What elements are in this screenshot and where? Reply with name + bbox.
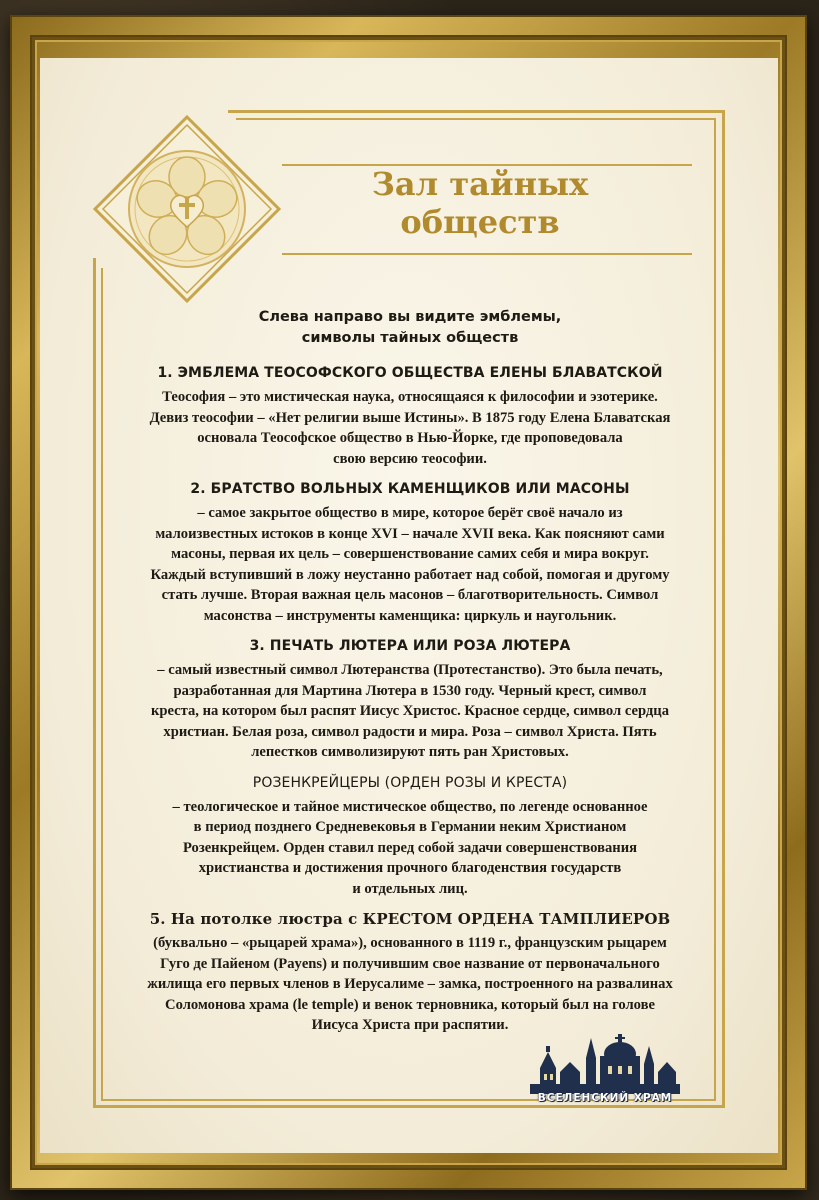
- border-top-outer: [228, 110, 725, 113]
- section-4-heading: РОЗЕНКРЕЙЦЕРЫ (ОРДЕН РОЗЫ И КРЕСТА): [252, 774, 568, 791]
- section-5-line: Иисуса Христа при распятии.: [311, 1017, 509, 1033]
- section-1-line: Теософия – это мистическая наука, относящаяся к философии и эзотерике.: [162, 389, 658, 405]
- section-2-line: масоны, первая их цель – совершенствование самих себя и мира вокруг.: [171, 546, 649, 562]
- border-right-outer: [722, 110, 725, 1108]
- section-1-line: основала Теософское общество в Нью-Йорке, где проповедовала: [197, 430, 623, 446]
- section-5-line: (буквально – «рыцарей храма»), основанного в 1119 г., французским рыцарем: [153, 935, 667, 951]
- section-4-line: Розенкрейцем. Орден ставил перед собой задачи совершенствования: [182, 839, 637, 856]
- section-2-line: – самое закрытое общество в мире, которое берёт своё начало из: [197, 505, 623, 521]
- section-3-heading: 3. ПЕЧАТЬ ЛЮТЕРА ИЛИ РОЗА ЛЮТЕРА: [249, 638, 571, 654]
- section-2-text: [110, 503, 710, 626]
- intro-line-1: Слева направо вы видите эмблемы,: [258, 309, 562, 325]
- page-title: [330, 165, 630, 241]
- section-5-line: жилища его первых членов в Иерусалиме – замка, построенного на развалинах: [147, 976, 673, 992]
- section-1-line: Девиз теософии – «Нет религии выше Истины». В 1875 году Елена Блаватская: [149, 409, 671, 426]
- section-2-heading: 2. БРАТСТВО ВОЛЬНЫХ КАМЕНЩИКОВ ИЛИ МАСОНЫ: [190, 481, 630, 497]
- border-left-inner: [101, 268, 103, 1101]
- section-4-line: в период позднего Средневековья в Германии неким Христианом: [193, 819, 627, 835]
- section-3-line: разработанная для Мартина Лютера в 1530 году. Черный крест, символ: [173, 682, 647, 699]
- section-5-heading: 5. На потолке люстра с КРЕСТОМ ОРДЕНА ТАМПЛИЕРОВ: [149, 910, 671, 928]
- border-left-outer: [93, 258, 96, 1108]
- logo-text: ВСЕЛЕНСКИЙ ХРАМ: [537, 1092, 673, 1104]
- luther-rose-icon: [93, 115, 281, 303]
- intro-text: [110, 307, 710, 349]
- section-3-line: лепестков символизируют пять ран Христовых.: [251, 744, 569, 760]
- temple-logo: [530, 1028, 680, 1108]
- section-2-line: малоизвестных истоков в конце XVI – начале XVII века. Как поясняют сами: [155, 525, 665, 542]
- temple-silhouette-icon: [530, 1028, 680, 1098]
- section-4-text: [110, 797, 710, 900]
- title-rule-bottom: [282, 253, 692, 255]
- section-3-line: креста, на котором был распят Иисус Христос. Красное сердце, символ сердца: [150, 703, 670, 719]
- section-5-line: Гуго де Пайеном (Payens) и получившим свое название от первоначального: [160, 955, 660, 972]
- section-3-line: христиан. Белая роза, символ радости и мира. Роза – символ Христа. Пять: [163, 723, 657, 740]
- section-3-text: [110, 660, 710, 763]
- section-1-heading: 1. ЭМБЛЕМА ТЕОСОФСКОГО ОБЩЕСТВА ЕЛЕНЫ БЛАВАТСКОЙ: [157, 365, 663, 381]
- section-5-line: Соломонова храма (le temple) и венок терновника, который был на голове: [165, 996, 655, 1013]
- section-3-line: – самый известный символ Лютеранства (Протестанство). Это была печать,: [157, 662, 663, 678]
- section-2-line: масонства – инструменты каменщика: циркуль и наугольник.: [203, 607, 617, 624]
- section-4-line: и отдельных лиц.: [352, 880, 468, 897]
- section-2-line: стать лучше. Вторая важная цель масонов – благотворительность. Символ: [161, 587, 659, 603]
- poster-content: [110, 307, 710, 1046]
- title-line-2: обществ: [400, 203, 560, 241]
- border-top-inner: [236, 118, 716, 120]
- section-1-text: [110, 387, 710, 469]
- intro-line-2: символы тайных обществ: [301, 330, 519, 346]
- section-4-line: – теологическое и тайное мистическое общество, по легенде основанное: [172, 798, 648, 815]
- section-4-line: христианства и достижения прочного благоденствия государств: [198, 860, 622, 876]
- section-5-text: [110, 933, 710, 1036]
- section-2-line: Каждый вступивший в ложу неустанно работает над собой, помогая и другому: [150, 566, 670, 583]
- title-line-1: Зал тайных: [371, 165, 589, 203]
- border-right-inner: [714, 118, 716, 1101]
- section-1-line: свою версию теософии.: [333, 450, 487, 467]
